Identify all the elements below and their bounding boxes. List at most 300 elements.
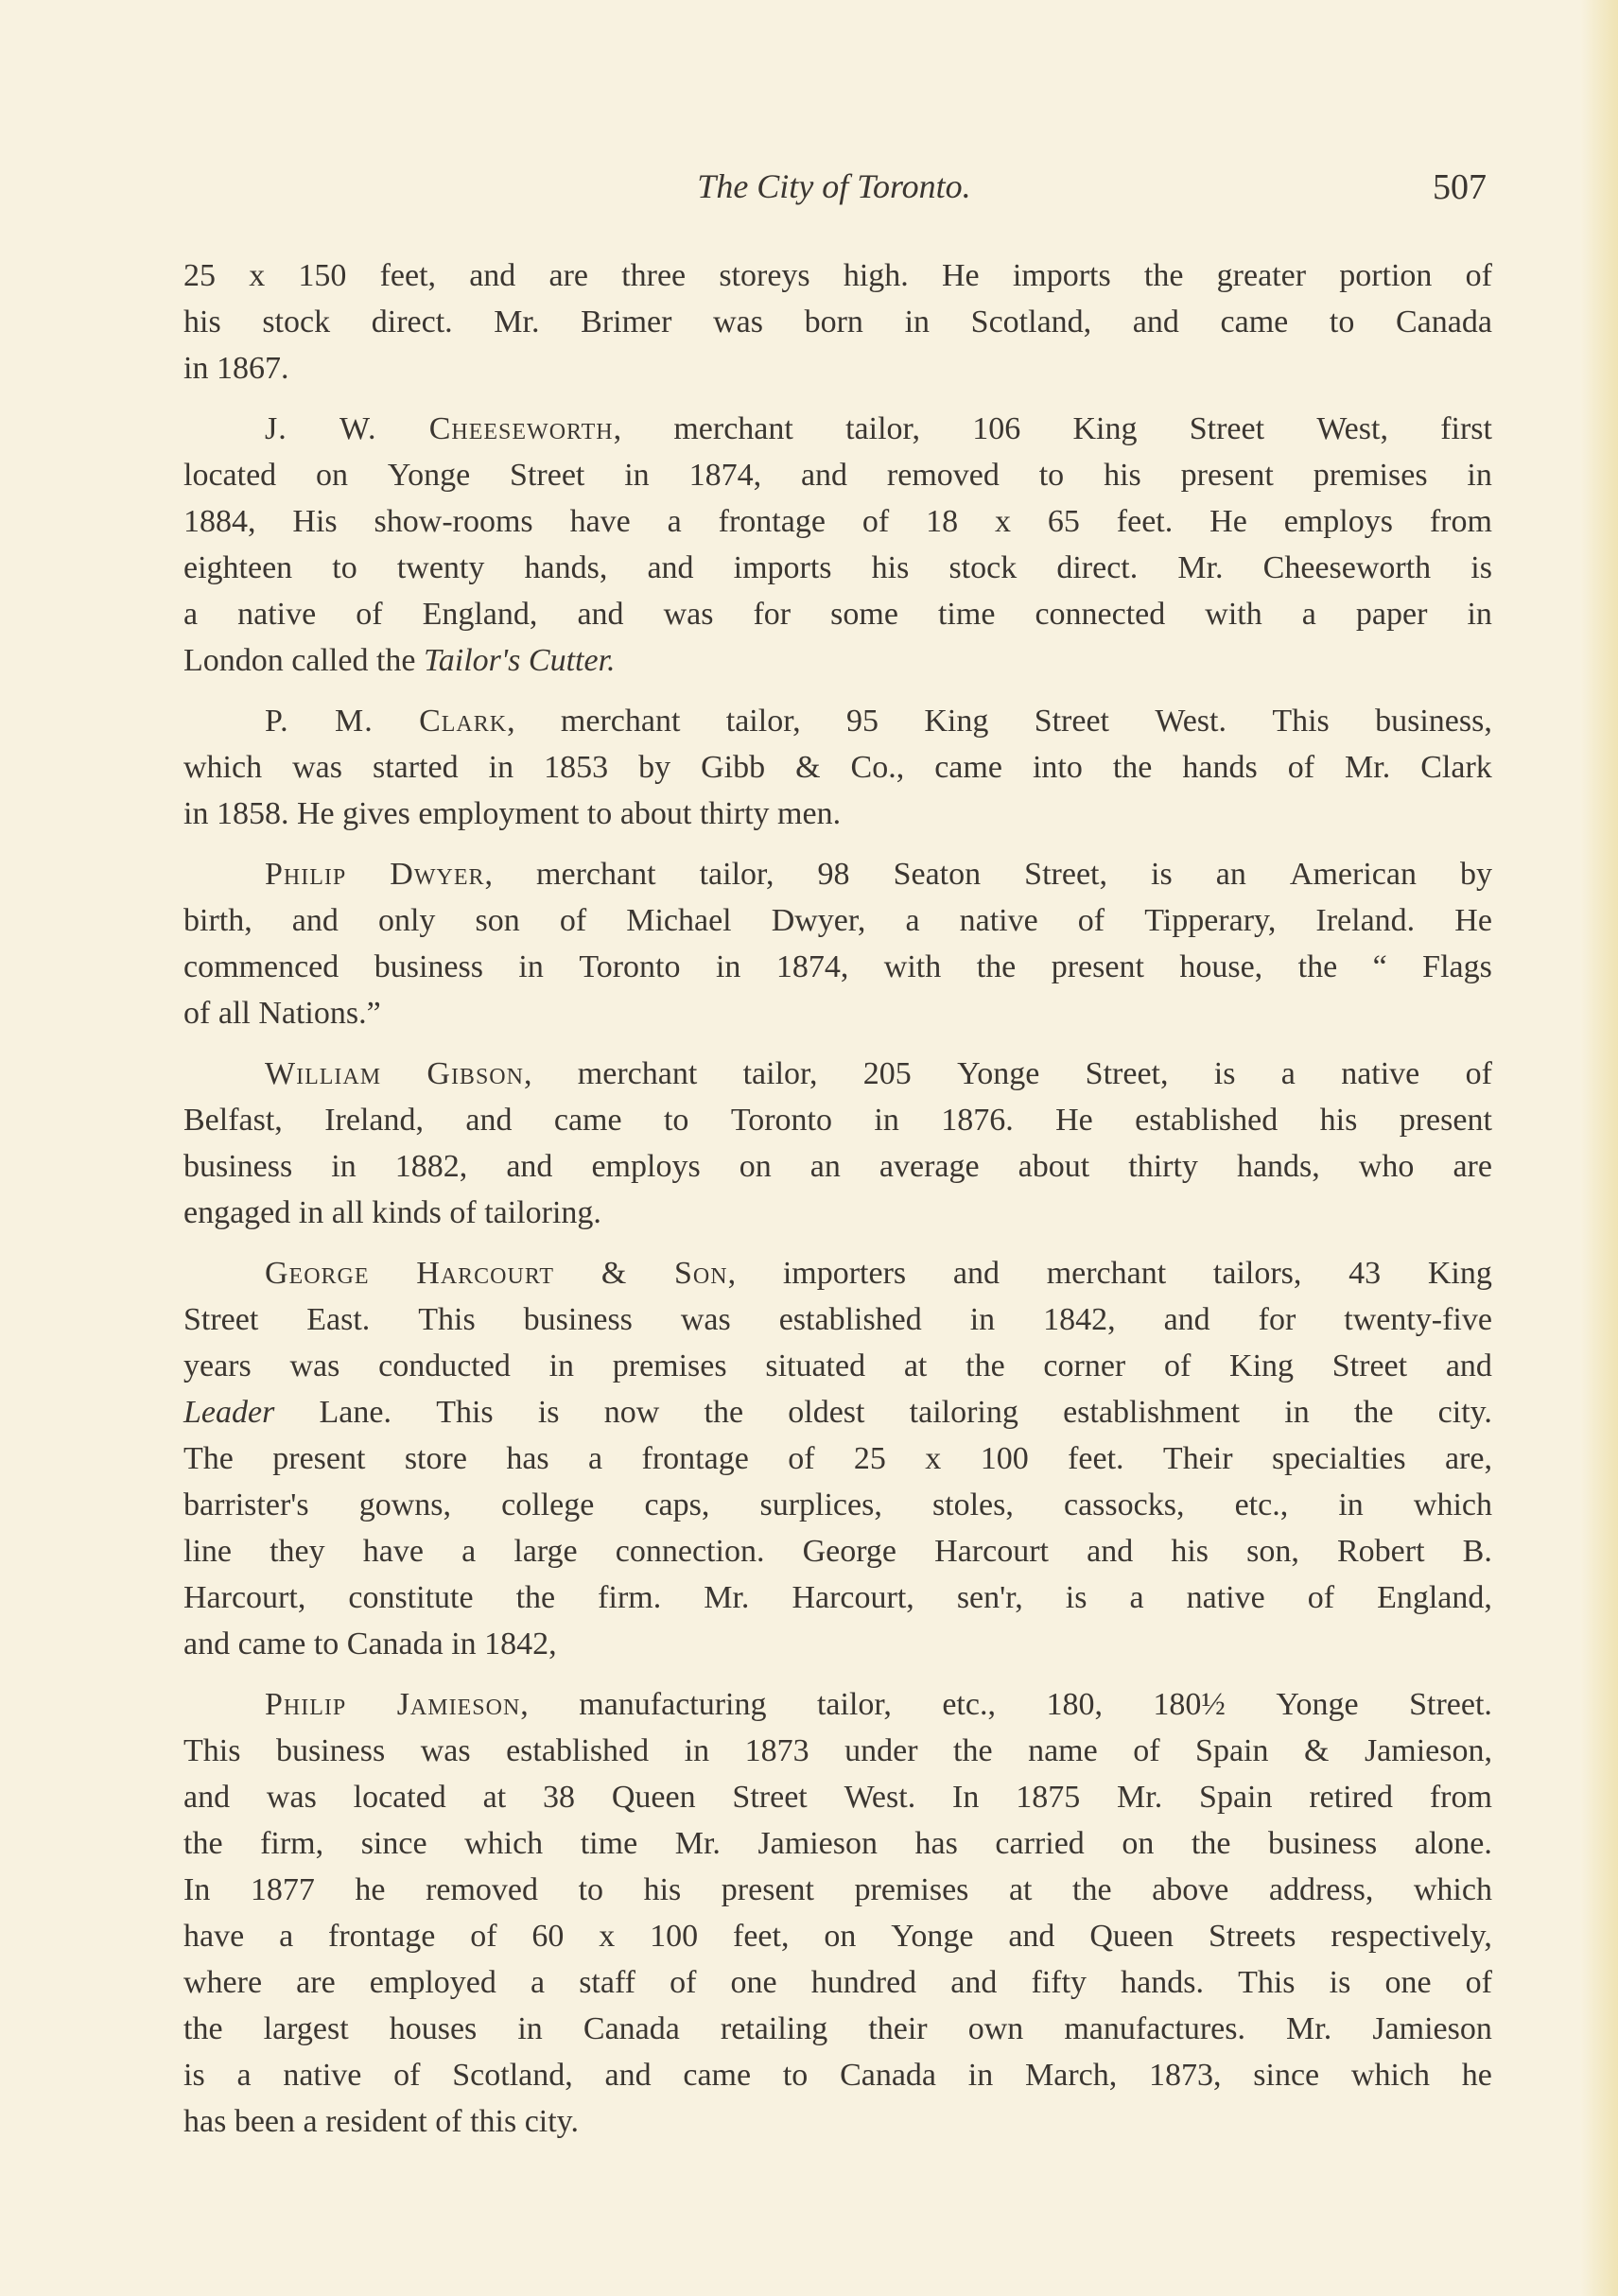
- word: the: [1353, 1395, 1394, 1430]
- word: firm.: [598, 1580, 662, 1615]
- word: the: [515, 1580, 556, 1615]
- text-line: [183, 1774, 1492, 1820]
- word: He: [1209, 504, 1247, 539]
- word: is: [1151, 857, 1173, 892]
- text-line: [183, 591, 1492, 637]
- word: the: [375, 643, 416, 678]
- word: about: [1018, 1149, 1090, 1184]
- word: in: [1284, 1395, 1310, 1430]
- text-line: [183, 1435, 1492, 1482]
- word: in: [684, 1733, 710, 1768]
- word: in: [969, 1302, 996, 1337]
- word: feet.: [1116, 504, 1174, 539]
- word: business: [275, 1733, 386, 1768]
- word: merchant: [560, 704, 681, 739]
- word: have: [362, 1534, 424, 1569]
- word: one: [730, 1965, 777, 2000]
- word: on: [1122, 1826, 1155, 1861]
- word: address,: [1268, 1872, 1374, 1907]
- word: for: [1258, 1302, 1296, 1337]
- word: gives: [342, 796, 410, 831]
- word: and: [469, 258, 516, 293]
- word: and: [183, 1780, 231, 1815]
- word: barrister's: [183, 1487, 309, 1522]
- word: manufacturing: [579, 1687, 767, 1722]
- word: of: [449, 1195, 477, 1230]
- word: a: [905, 903, 920, 938]
- word: Ireland.: [1315, 903, 1416, 938]
- word: 65: [1047, 504, 1080, 539]
- word: x: [599, 1919, 616, 1954]
- word: etc.,: [942, 1687, 996, 1722]
- word: business: [183, 1149, 293, 1184]
- word: he: [355, 1872, 386, 1907]
- word: at: [482, 1780, 507, 1815]
- word: He: [296, 796, 335, 831]
- word: 1876.: [941, 1103, 1014, 1138]
- word: is: [1470, 550, 1492, 585]
- word: a: [1301, 597, 1316, 632]
- word: at: [1008, 1872, 1033, 1907]
- word: sen'r,: [956, 1580, 1023, 1615]
- word: 1867.: [216, 351, 289, 386]
- text-line: [183, 1389, 1492, 1435]
- word: to: [332, 550, 357, 585]
- word: &: [600, 1256, 628, 1291]
- word: time: [937, 597, 996, 632]
- text-line: [183, 944, 1492, 990]
- word: since: [360, 1826, 427, 1861]
- word: of: [1077, 903, 1105, 938]
- word: average: [879, 1149, 980, 1184]
- word: came: [683, 2058, 752, 2093]
- word: Harcourt: [934, 1534, 1049, 1569]
- running-title: The City of Toronto.: [697, 167, 971, 205]
- word: of: [393, 2058, 421, 2093]
- word: kinds: [372, 1195, 442, 1230]
- word: Their: [1162, 1441, 1233, 1476]
- word: came: [1220, 304, 1289, 339]
- word: and: [604, 2058, 652, 2093]
- word: on: [824, 1919, 857, 1954]
- text-line: [183, 851, 1492, 897]
- paragraph: [183, 1051, 1492, 1236]
- word: premises: [1313, 458, 1428, 493]
- word: in: [548, 1348, 575, 1383]
- word: Dwyer,: [390, 857, 493, 892]
- text-line: [183, 1250, 1492, 1296]
- word: Gibson,: [426, 1056, 532, 1091]
- word: employed: [369, 1965, 496, 2000]
- paragraph: [183, 406, 1492, 684]
- word: hands,: [524, 550, 608, 585]
- text-line: [183, 299, 1492, 345]
- word: commenced: [183, 949, 339, 984]
- word: present: [721, 1872, 814, 1907]
- word: established: [506, 1733, 650, 1768]
- word: 1853: [544, 750, 609, 785]
- word: city.: [1437, 1395, 1492, 1430]
- word: Canada: [346, 1626, 444, 1661]
- word: 180,: [1046, 1687, 1103, 1722]
- word: in: [517, 2011, 543, 2046]
- word: came: [934, 750, 1002, 785]
- word: the: [183, 2011, 223, 2046]
- word: surplices,: [759, 1487, 882, 1522]
- word: and: [465, 1103, 513, 1138]
- word: in: [874, 1103, 899, 1138]
- word: His: [292, 504, 338, 539]
- word: employs: [1283, 504, 1393, 539]
- word: present: [1180, 458, 1274, 493]
- word: the: [1297, 949, 1338, 984]
- word: on: [739, 1149, 772, 1184]
- word: imports: [733, 550, 832, 585]
- word: Street: [183, 1302, 259, 1337]
- word: greater: [1216, 258, 1307, 293]
- word: Toronto: [730, 1103, 832, 1138]
- word: on: [316, 458, 349, 493]
- word: which: [464, 1826, 544, 1861]
- word: to: [1329, 304, 1355, 339]
- word: college: [501, 1487, 595, 1522]
- word: George: [802, 1534, 897, 1569]
- word: 1858.: [216, 796, 289, 831]
- text-line: [183, 1343, 1492, 1389]
- word: March,: [1025, 2058, 1118, 2093]
- word: present: [272, 1441, 366, 1476]
- word: in: [298, 1195, 324, 1230]
- word: feet,: [733, 1919, 790, 1954]
- word: the: [1112, 750, 1153, 785]
- word: has: [506, 1441, 549, 1476]
- word: a: [1129, 1580, 1144, 1615]
- word: and: [952, 1256, 1000, 1291]
- word: an: [809, 1149, 841, 1184]
- word: the: [1072, 1872, 1112, 1907]
- word: 1884,: [183, 504, 256, 539]
- word: first: [1440, 411, 1492, 446]
- word: high.: [843, 258, 909, 293]
- word: Tailor's: [424, 643, 521, 678]
- word: M.: [334, 704, 374, 739]
- word: 43: [1348, 1256, 1382, 1291]
- word: In: [952, 1780, 980, 1815]
- word: 98: [817, 857, 850, 892]
- text-line: [183, 744, 1492, 791]
- word: Street: [732, 1780, 808, 1815]
- word: He: [1055, 1103, 1093, 1138]
- word: The: [183, 1441, 234, 1476]
- text-line: [183, 1681, 1492, 1728]
- word: connected: [1035, 597, 1166, 632]
- word: 1873,: [1149, 2058, 1222, 2093]
- word: is: [1329, 1965, 1351, 2000]
- word: is: [1065, 1580, 1087, 1615]
- word: &: [1304, 1733, 1330, 1768]
- word: are: [548, 258, 588, 293]
- text-line: [183, 1143, 1492, 1190]
- word: Clark: [1420, 750, 1492, 785]
- word: to: [586, 796, 613, 831]
- word: Lane.: [319, 1395, 391, 1430]
- word: tailor,: [742, 1056, 818, 1091]
- word: hands.: [1121, 1965, 1204, 2000]
- word: stoles,: [931, 1487, 1014, 1522]
- word: Street: [1189, 411, 1265, 446]
- word: merchant: [673, 411, 793, 446]
- word: 25: [853, 1441, 886, 1476]
- word: present: [1051, 949, 1144, 984]
- word: native: [237, 597, 317, 632]
- word: time: [580, 1826, 638, 1861]
- word: frontage: [328, 1919, 436, 1954]
- word: imports: [1012, 258, 1111, 293]
- text-line: [183, 545, 1492, 591]
- word: and: [647, 550, 694, 585]
- text-line: [183, 1296, 1492, 1343]
- word: thirty: [1128, 1149, 1198, 1184]
- word: store: [404, 1441, 467, 1476]
- text-line: [183, 2052, 1492, 2098]
- word: a: [303, 2104, 318, 2139]
- word: tailor,: [816, 1687, 892, 1722]
- word: removed: [886, 458, 1000, 493]
- word: Cheeseworth,: [428, 411, 622, 446]
- word: in: [518, 949, 544, 984]
- word: Leader: [183, 1395, 275, 1430]
- word: present: [1399, 1103, 1492, 1138]
- text-line: [183, 1574, 1492, 1621]
- word: Toronto: [579, 949, 681, 984]
- word: 38: [543, 1780, 576, 1815]
- text-line: [183, 1913, 1492, 1959]
- word: tailor,: [845, 411, 920, 446]
- word: by: [638, 750, 671, 785]
- word: Brimer: [581, 304, 672, 339]
- word: This: [183, 1733, 241, 1768]
- word: premises: [612, 1348, 727, 1383]
- word: was: [663, 597, 714, 632]
- word: house,: [1179, 949, 1263, 984]
- word: 25: [183, 258, 216, 293]
- text-line: [183, 345, 1492, 391]
- word: stock: [262, 304, 331, 339]
- word: which: [1413, 1872, 1492, 1907]
- word: business,: [1375, 704, 1492, 739]
- word: houses: [389, 2011, 478, 2046]
- word: 180½: [1153, 1687, 1226, 1722]
- word: 1873: [744, 1733, 809, 1768]
- word: retired: [1309, 1780, 1394, 1815]
- word: twenty-five: [1344, 1302, 1492, 1337]
- word: twenty: [396, 550, 485, 585]
- word: Flags: [1422, 949, 1492, 984]
- word: was: [680, 1302, 731, 1337]
- word: feet.: [1068, 1441, 1124, 1476]
- word: all: [217, 996, 251, 1031]
- word: his: [183, 304, 221, 339]
- word: 1875: [1016, 1780, 1081, 1815]
- word: in: [451, 1626, 477, 1661]
- word: his: [1104, 458, 1141, 493]
- word: of: [470, 1919, 497, 1954]
- word: He: [1454, 903, 1492, 938]
- word: 1842,: [484, 1626, 557, 1661]
- word: Mr.: [674, 1826, 721, 1861]
- word: King: [1427, 1256, 1492, 1291]
- word: and: [1132, 304, 1179, 339]
- word: feet,: [379, 258, 437, 293]
- word: are: [1453, 1149, 1492, 1184]
- word: Mr.: [1177, 550, 1224, 585]
- word: Philip: [265, 1687, 347, 1722]
- word: Dwyer,: [771, 903, 866, 938]
- word: of: [670, 1965, 697, 2000]
- word: located: [353, 1780, 446, 1815]
- word: Queen: [611, 1780, 696, 1815]
- word: to: [578, 1872, 604, 1907]
- word: has: [914, 1826, 958, 1861]
- word: Cutter.: [528, 643, 616, 678]
- word: Yonge: [891, 1919, 974, 1954]
- word: was: [292, 750, 342, 785]
- word: the: [1191, 1826, 1231, 1861]
- word: respectively,: [1331, 1919, 1492, 1954]
- word: fifty: [1031, 1965, 1087, 2000]
- word: West.: [844, 1780, 916, 1815]
- word: and: [506, 1149, 553, 1184]
- word: 100: [650, 1919, 699, 1954]
- word: frontage: [718, 504, 826, 539]
- word: Canada: [583, 2011, 680, 2046]
- word: the: [704, 1395, 744, 1430]
- word: engaged: [183, 1195, 291, 1230]
- word: employment: [418, 796, 580, 831]
- word: etc.,: [1234, 1487, 1289, 1522]
- word: with: [1205, 597, 1262, 632]
- word: their: [868, 2011, 928, 2046]
- word: 1874,: [775, 949, 849, 984]
- word: name: [1028, 1733, 1098, 1768]
- word: about: [619, 796, 692, 831]
- word: employs: [591, 1149, 701, 1184]
- word: the: [183, 1826, 223, 1861]
- word: are: [296, 1965, 336, 2000]
- word: tailor,: [725, 704, 801, 739]
- paragraph: [183, 1681, 1492, 2145]
- word: Yonge: [1276, 1687, 1359, 1722]
- word: corner: [1043, 1348, 1126, 1383]
- word: situated: [765, 1348, 866, 1383]
- word: established: [778, 1302, 922, 1337]
- word: merchant: [1046, 1256, 1167, 1291]
- word: to: [313, 1626, 339, 1661]
- word: Scotland,: [452, 2058, 573, 2093]
- word: son: [475, 903, 520, 938]
- word: P.: [265, 704, 289, 739]
- word: He: [941, 258, 980, 293]
- word: &: [795, 750, 821, 785]
- word: Harcourt,: [792, 1580, 914, 1615]
- word: King: [1072, 411, 1138, 446]
- word: started: [372, 750, 459, 785]
- word: birth,: [183, 903, 252, 938]
- word: his: [643, 1872, 682, 1907]
- word: eighteen: [183, 550, 293, 585]
- word: his: [1319, 1103, 1358, 1138]
- word: the: [953, 1733, 993, 1768]
- paragraph: [183, 1250, 1492, 1667]
- word: of: [1465, 1056, 1492, 1091]
- word: tailoring: [909, 1395, 1018, 1430]
- word: Jamieson: [1372, 2011, 1492, 2046]
- text-line: [183, 452, 1492, 498]
- word: Mr.: [704, 1580, 750, 1615]
- word: of: [1307, 1580, 1335, 1615]
- word: Spain: [1195, 1733, 1269, 1768]
- word: x: [994, 504, 1011, 539]
- word: This: [1238, 1965, 1296, 2000]
- word: of: [356, 597, 383, 632]
- word: his: [1171, 1534, 1209, 1569]
- paragraph: [183, 851, 1492, 1036]
- word: 1877: [250, 1872, 315, 1907]
- word: called: [291, 643, 369, 678]
- word: a: [236, 2058, 252, 2093]
- word: a: [183, 597, 199, 632]
- word: King: [924, 704, 989, 739]
- word: is: [1213, 1056, 1236, 1091]
- word: in: [904, 304, 931, 339]
- word: at: [903, 1348, 928, 1383]
- word: England,: [1377, 1580, 1492, 1615]
- word: 18: [926, 504, 959, 539]
- word: in: [1467, 458, 1492, 493]
- word: Mr.: [1286, 2011, 1332, 2046]
- word: hundred: [810, 1965, 917, 2000]
- word: East.: [306, 1302, 371, 1337]
- word: In: [183, 1872, 211, 1907]
- word: Street,: [1024, 857, 1107, 892]
- text-line: [183, 1097, 1492, 1143]
- word: under: [844, 1733, 918, 1768]
- word: came: [553, 1103, 622, 1138]
- word: of: [1287, 750, 1315, 785]
- word: is: [537, 1395, 560, 1430]
- text-line: [183, 1867, 1492, 1913]
- word: years: [183, 1348, 252, 1383]
- word: three: [621, 258, 687, 293]
- word: in: [183, 351, 209, 386]
- word: now: [603, 1395, 660, 1430]
- word: in: [183, 796, 209, 831]
- word: gowns,: [358, 1487, 452, 1522]
- word: connection.: [615, 1534, 765, 1569]
- word: merchant: [577, 1056, 698, 1091]
- word: was: [266, 1780, 317, 1815]
- word: have: [183, 1919, 245, 1954]
- text-line: [183, 637, 1492, 684]
- word: in: [715, 949, 741, 984]
- word: tailor,: [699, 857, 774, 892]
- word: Queen: [1089, 1919, 1174, 1954]
- word: was: [289, 1348, 340, 1383]
- word: where: [183, 1965, 263, 2000]
- word: Harcourt: [416, 1256, 555, 1291]
- word: in: [331, 1149, 357, 1184]
- word: he: [1461, 2058, 1492, 2093]
